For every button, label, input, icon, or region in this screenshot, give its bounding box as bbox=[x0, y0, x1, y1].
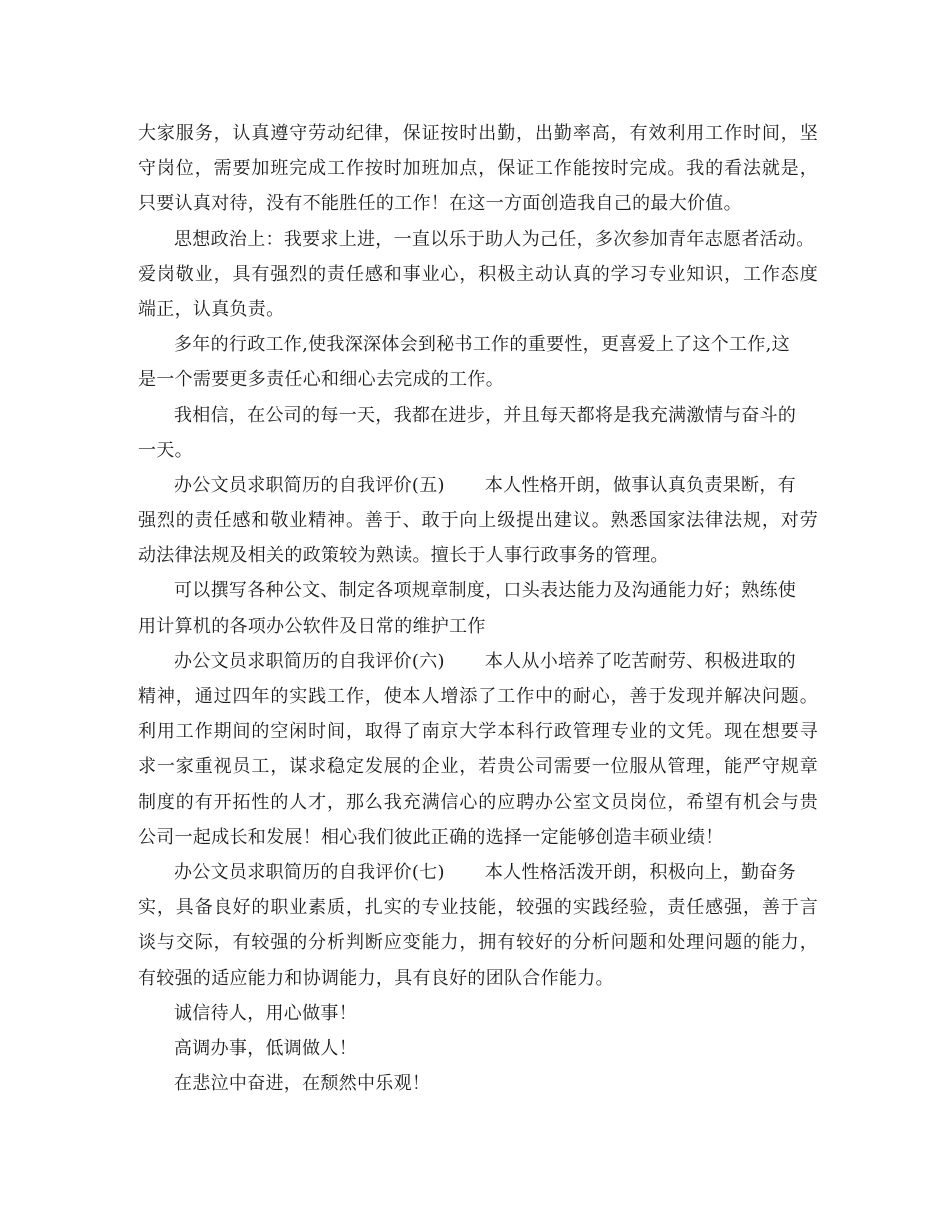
section-heading-6: 办公文员求职简历的自我评价(六) bbox=[174, 650, 445, 672]
paragraph-heading-line bbox=[138, 855, 818, 890]
text-line: 是一个需要更多责任心和细心去完成的工作。 bbox=[138, 369, 504, 391]
text-line: 公司一起成长和发展！相心我们彼此正确的选择一定能够创造丰硕业绩！ bbox=[138, 826, 724, 848]
text-line: 本人性格开朗，做事认真负责果断，有 bbox=[484, 474, 796, 496]
text-line: 精神，通过四年的实践工作，使本人增添了工作中的耐心，善于发现并解决问题。 bbox=[138, 686, 818, 707]
document-body bbox=[138, 116, 818, 1101]
text-line: 端正，认真负责。 bbox=[138, 298, 285, 320]
paragraph-heading-line bbox=[138, 644, 818, 679]
text-line: 思想政治上：我要求上进，一直以乐于助人为己任，多次参加青年志愿者活动。 bbox=[174, 228, 815, 250]
section-heading-7: 办公文员求职简历的自我评价(七) bbox=[174, 861, 445, 883]
text-line: 本人从小培养了吃苦耐劳、积极进取的 bbox=[484, 650, 796, 672]
section-heading-5: 办公文员求职简历的自我评价(五) bbox=[174, 474, 445, 496]
text-line: 动法律法规及相关的政策较为熟读。擅长于人事行政事务的管理。 bbox=[138, 545, 669, 567]
text-line: 本人性格活泼开朗，积极向上，勤奋务 bbox=[484, 861, 796, 883]
text-line: 诚信待人，用心做事！ bbox=[174, 1002, 357, 1024]
text-line: 守岗位，需要加班完成工作按时加班加点，保证工作能按时完成。我的看法就是， bbox=[138, 158, 818, 180]
text-line: 一天。 bbox=[138, 439, 193, 461]
text-line: 用计算机的各项办公软件及日常的维护工作 bbox=[138, 615, 486, 637]
text-line: 我相信，在公司的每一天，我都在进步，并且每天都将是我充满激情与奋斗的 bbox=[174, 404, 797, 426]
text-line: 爱岗敬业，具有强烈的责任感和事业心，积极主动认真的学习专业知识，工作态度 bbox=[138, 263, 818, 285]
text-line: 有较强的适应能力和协调能力，具有良好的团队合作能力。 bbox=[138, 967, 614, 989]
text-line: 利用工作期间的空闲时间，取得了南京大学本科行政管理专业的文凭。现在想要寻 bbox=[138, 721, 818, 743]
text-line: 只要认真对待，没有不能胜任的工作！在这一方面创造我自己的最大价值。 bbox=[138, 193, 742, 215]
paragraph-heading-line bbox=[138, 468, 818, 503]
text-line: 可以撰写各种公文、制定各项规章制度，口头表达能力及沟通能力好；熟练使 bbox=[174, 580, 797, 602]
text-line: 谈与交际，有较强的分析判断应变能力，拥有较好的分析问题和处理问题的能力， bbox=[138, 932, 818, 954]
text-line: 多年的行政工作,使我深深体会到秘书工作的重要性，更喜爱上了这个工作,这 bbox=[174, 334, 790, 356]
text-line: 强烈的责任感和敬业精神。善于、敢于向上级提出建议。熟悉国家法律法规，对劳 bbox=[138, 510, 818, 532]
text-line: 在悲泣中奋进，在颓然中乐观！ bbox=[174, 1073, 431, 1095]
text-line: 制度的有开拓性的人才，那么我充满信心的应聘办公室文员岗位，希望有机会与贵 bbox=[138, 791, 818, 813]
text-line: 实，具备良好的职业素质，扎实的专业技能，较强的实践经验，责任感强，善于言 bbox=[138, 897, 818, 919]
text-line: 大家服务，认真遵守劳动纪律，保证按时出勤，出勤率高，有效利用工作时间，坚 bbox=[138, 123, 818, 144]
text-line: 高调办事，低调做人！ bbox=[174, 1037, 357, 1059]
text-line: 求一家重视员工，谋求稳定发展的企业，若贵公司需要一位服从管理，能严守规章 bbox=[138, 756, 818, 778]
